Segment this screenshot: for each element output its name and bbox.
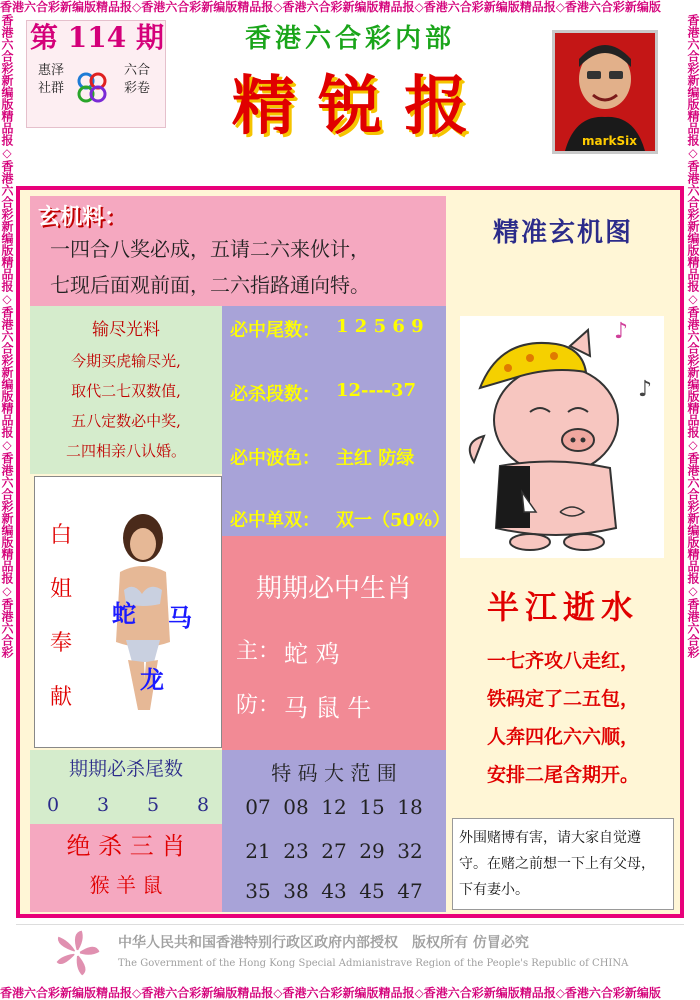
special-range-number: 45: [359, 879, 385, 903]
white-sister-char-4: 献: [50, 685, 73, 710]
mystery-picture-title: 精准玄机图: [492, 217, 633, 248]
special-range-number: 32: [397, 839, 423, 863]
header-subtitle: 香港六合彩内部: [244, 23, 455, 54]
special-range-number: 21: [245, 839, 271, 863]
svg-text:♪: ♪: [638, 377, 653, 402]
footer-english: The Government of the Hong Kong Special Admianistrave Region of the People's Republic of CHINA: [118, 958, 629, 969]
special-range-number: 43: [321, 879, 347, 903]
host-photo-logo: markSix: [582, 134, 637, 148]
footer-chinese: 中华人民共和国香港特别行政区政府内部授权 版权所有 仿冒必究: [118, 935, 529, 951]
special-range-number: 29: [359, 839, 385, 863]
zodiac-guard-value: 马 鼠 牛: [284, 694, 372, 722]
riddle-line-2: 七现后面观前面，二六指路通向特。: [50, 273, 370, 297]
half-river-line-1: 一七齐攻八走红，: [486, 649, 639, 672]
half-river-line-2: 铁码定了二五包，: [486, 687, 639, 710]
cartoon-pig-image: [460, 316, 664, 558]
top-marquee: 香港六合彩新编版精品报◇香港六合彩新编版精品报◇香港六合彩新编版精品报◇香港六合彩新编版精品报◇香港六合彩新编版: [0, 0, 661, 14]
half-river-title: 半江逝水: [486, 588, 639, 626]
kill-zodiac-value: 猴 羊 鼠: [89, 872, 163, 897]
kill-tail-number-3: 5: [146, 794, 160, 816]
special-range-number: 35: [245, 879, 271, 903]
club-logo-icon: [74, 70, 110, 106]
zodiac-guard-label: 防：: [236, 693, 281, 718]
special-range-number: 47: [397, 879, 423, 903]
prediction-parity-value: 双一（50%）: [336, 510, 451, 531]
special-range-title: 特 码 大 范 围: [271, 760, 397, 785]
white-sister-char-2: 姐: [50, 577, 73, 602]
white-sister-overlay-3: 龙: [140, 665, 164, 694]
white-sister-overlay-1: 蛇: [112, 599, 136, 628]
lose-all-title: 输尽光料: [92, 319, 160, 340]
half-river-line-3: 人奔四化六六顺，: [486, 725, 639, 748]
zodiac-title: 期期必中生肖: [255, 573, 412, 604]
zodiac-main-value: 蛇 鸡: [284, 640, 340, 668]
half-river-line-4: 安排二尾含期开。: [486, 763, 639, 786]
zodiac-main-label: 主：: [236, 639, 281, 664]
white-sister-char-1: 白: [50, 523, 73, 548]
special-range-number: 23: [283, 839, 309, 863]
lose-all-line-3: 五八定数必中奖,: [71, 411, 181, 430]
riddle-title: 玄机料：: [38, 204, 127, 230]
special-range-number: 38: [283, 879, 309, 903]
kill-tail-number-1: 0: [46, 794, 60, 816]
prediction-tail-label: 必中尾数：: [230, 320, 320, 341]
lose-all-line-2: 取代二七双数值,: [71, 381, 181, 400]
prediction-color-label: 必中波色：: [230, 448, 320, 469]
riddle-line-1: 一四合八奖必成，五请二六来伙计，: [50, 237, 370, 261]
prediction-color-value: 主红 防绿: [336, 448, 415, 469]
issue-number: 第 114 期: [30, 21, 164, 54]
prediction-segment-value: 12----37: [336, 380, 416, 401]
kill-tail-number-2: 3: [96, 794, 110, 816]
club-left-label: 惠泽社群: [38, 63, 65, 96]
white-sister-overlay-2: 马: [168, 603, 192, 632]
white-sister-char-3: 奉: [50, 631, 73, 656]
kill-tail-title: 期期必杀尾数: [68, 757, 183, 780]
left-marquee: 香港六合彩新编版精品报◇香港六合彩新编版精品报◇香港六合彩新编版精品报◇香港六合彩新编版精品报◇香港六合彩: [0, 14, 14, 658]
lose-all-line-4: 二四相亲八认婚。: [65, 441, 186, 460]
special-range-number: 18: [397, 795, 423, 819]
special-range-number: 15: [359, 795, 385, 819]
svg-text:♪: ♪: [614, 319, 629, 344]
special-range-number: 07: [245, 795, 271, 819]
header-title: 精 锐 报: [231, 69, 469, 144]
special-range-number: 12: [321, 795, 347, 819]
mystery-picture-frame: [460, 316, 664, 558]
bauhinia-emblem-icon: [50, 926, 104, 980]
kill-zodiac-title: 绝 杀 三 肖: [66, 831, 186, 860]
notice-box: 外围赌博有害，请大家自觉遵守。在赌之前想一下上有父母，下有妻小。: [452, 818, 674, 910]
special-range-number: 08: [283, 795, 309, 819]
prediction-tail-value: 1 2 5 6 9: [336, 316, 424, 337]
prediction-segment-label: 必杀段数：: [230, 384, 320, 405]
prediction-parity-label: 必中单双：: [230, 510, 320, 531]
right-marquee: 香港六合彩新编版精品报◇香港六合彩新编版精品报◇香港六合彩新编版精品报◇香港六合彩新编版精品报◇香港六合彩: [686, 14, 700, 658]
bottom-marquee: 香港六合彩新编版精品报◇香港六合彩新编版精品报◇香港六合彩新编版精品报◇香港六合彩新编版精品报◇香港六合彩新编版: [0, 986, 661, 1000]
kill-tail-number-4: 8: [196, 794, 210, 816]
special-range-number: 27: [321, 839, 347, 863]
club-right-label: 六合彩卷: [124, 63, 151, 96]
lose-all-line-1: 今期买虎输尽光,: [71, 351, 181, 370]
